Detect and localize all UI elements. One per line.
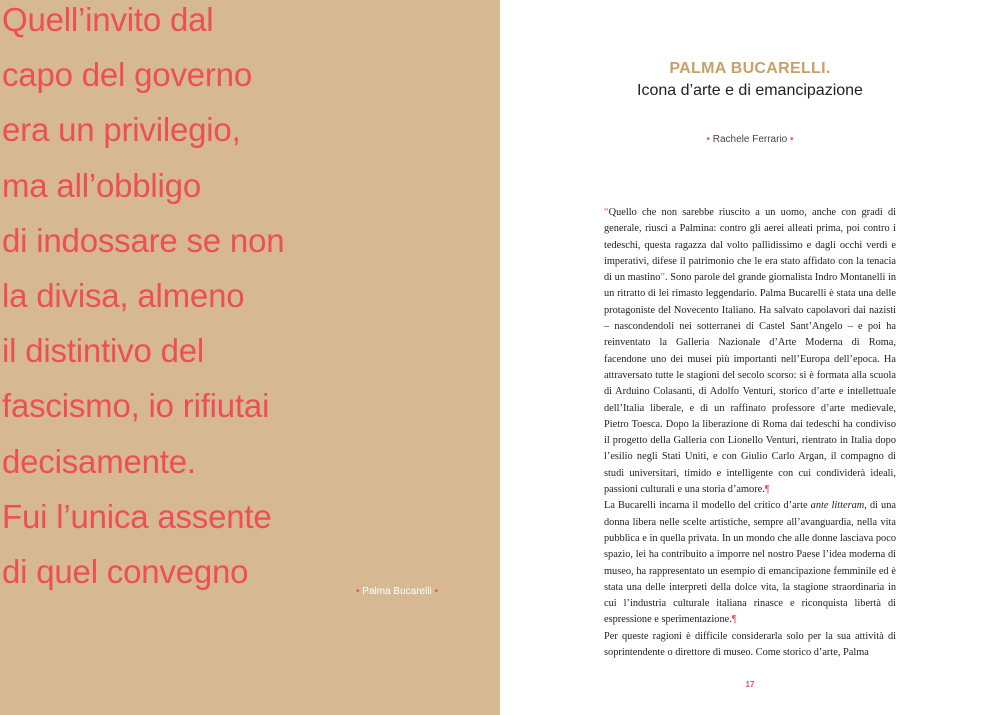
italic-term: ante litteram <box>810 500 865 512</box>
bullet-icon: • <box>434 586 439 597</box>
quote-line: la divisa, almeno <box>2 276 245 314</box>
pull-quote <box>2 0 284 599</box>
quote-attribution <box>356 586 438 597</box>
pilcrow-icon: ¶ <box>764 484 770 496</box>
quote-line: il distintivo del <box>2 332 205 370</box>
paragraph-text: , di una donna libera nelle scelte artistiche, sempre all’avanguardia, nella vita pubblica e in quella privata. In un mondo che alle donne lasciava poco spazio, lei ha contribuito a imporre nel nostro Paese l’idea moderna di museo, ha rappresentato un esempio di emancipazione femminile ed è stata una delle interpreti della dolce vita, la stagione straordinaria in cui l’industria culturale italiana rinasce e riconquista libertà di espressione e sperimentazione. <box>604 500 896 626</box>
open-quote-mark: “ <box>604 207 609 218</box>
quote-line: di indossare se non <box>2 221 285 259</box>
article-subtitle: Icona d’arte e di emancipazione <box>637 82 863 99</box>
paragraph <box>604 498 896 628</box>
pilcrow-icon: ¶ <box>731 614 737 626</box>
quote-line: fascismo, io rifiutai <box>2 387 270 425</box>
bullet-icon: • <box>790 134 794 145</box>
paragraph-text: . Sono parole del grande giornalista Indro Montanelli in un ritratto di lei rimasto leggendario. Palma Bucarelli è stata una delle protagoniste del Novecento Italiano. Ha salvato capolavori dai nazisti – nascondendoli nei sotterranei di Castel Sant’Angelo – e poi ha reinventato la Galleria Nazionale d’Arte Moderna di Roma, facendone uno dei musei più importanti nell’Europa dell’epoca. Ha attraversato tutte le stagioni del secolo scorso: si è formata alla scuola di Arduino Colasanti, di Adolfo Venturi, storico d’arte e intellettuale dell’Italia liberale, e di un raffinato professore d’arte medievale, Pietro Toesca. Dopo la liberazione di Roma dai tedeschi ha condiviso il progetto della Galleria con Lionello Venturi, rientrato in Italia dopo l’esilio negli Stati Uniti, e con Giulio Carlo Argan, il compagno di studi universitari, timido e intelligente con cui condividerà ideali, passioni culturali e una storia d’amore. <box>604 272 896 496</box>
bullet-icon: • <box>356 586 360 597</box>
paragraph <box>604 205 896 498</box>
quote-line: decisamente. <box>2 442 196 480</box>
page-number: 17 <box>745 680 755 689</box>
quote-line: era un privilegio, <box>2 111 241 149</box>
close-quote-mark: ” <box>660 272 665 284</box>
attribution-name: Palma Bucarelli <box>362 586 432 597</box>
article-body <box>604 205 896 661</box>
bullet-icon: • <box>706 134 710 145</box>
article-title: PALMA BUCARELLI. <box>669 60 831 77</box>
quote-line: capo del governo <box>2 56 252 94</box>
author-name: Rachele Ferrario <box>712 134 788 145</box>
paragraph: Per queste ragioni è difficile considerarla solo per la sua attività di soprintendente o direttore di museo. Come storico d’arte, Palma <box>604 630 896 659</box>
quote-line: Fui l’unica assente <box>2 497 272 535</box>
quote-line: Quell’invito dal <box>2 1 214 38</box>
quoted-text: Quello che non sarebbe riuscito a un uomo, anche con gradi di generale, riuscì a Palmina: contro gli aerei alleati prima, poi contro i tedeschi, questa ragazza dal volto pallidissimo e dagli occhi verdi e imperativi, difese il patrimonio che le era stato affidato con la tenacia di un mastino <box>604 207 896 284</box>
author-byline <box>500 134 1000 145</box>
right-page <box>500 0 1000 715</box>
quote-line: di quel convegno <box>2 552 249 590</box>
paragraph-text: La Bucarelli incarna il modello del critico d’arte <box>604 500 811 512</box>
quote-line: ma all’obbligo <box>2 166 201 204</box>
